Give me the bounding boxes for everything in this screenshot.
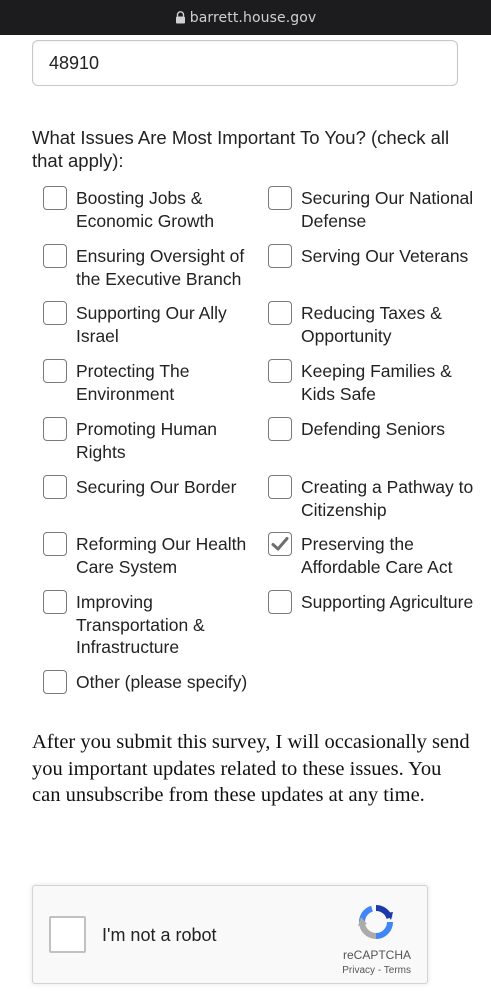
option-national-defense[interactable] xyxy=(268,186,478,232)
option-label: Supporting Our Ally Israel xyxy=(76,303,227,346)
browser-url-bar[interactable] xyxy=(0,0,491,35)
option-label: Reducing Taxes & Opportunity xyxy=(301,303,442,346)
option-ally-israel[interactable] xyxy=(43,301,258,347)
option-label: Creating a Pathway to Citizenship xyxy=(301,477,474,520)
option-affordable-care-act[interactable] xyxy=(268,532,478,578)
issues-question: What Issues Are Most Important To You? (check all that apply): xyxy=(32,127,450,171)
terms-link[interactable]: Terms xyxy=(383,965,411,976)
option-label: Supporting Agriculture xyxy=(301,592,474,612)
lock-icon xyxy=(175,11,186,24)
checkbox[interactable] xyxy=(43,670,67,694)
not-a-robot-checkbox[interactable] xyxy=(49,916,86,953)
recaptcha-widget xyxy=(32,885,428,984)
not-a-robot-label: I'm not a robot xyxy=(102,925,217,945)
checkbox[interactable] xyxy=(268,244,292,268)
option-environment[interactable] xyxy=(43,359,258,405)
option-veterans[interactable] xyxy=(268,244,478,268)
checkbox[interactable] xyxy=(43,532,67,556)
option-label: Improving Transportation & Infrastructure xyxy=(76,592,205,657)
checkbox[interactable] xyxy=(43,186,67,210)
option-agriculture[interactable] xyxy=(268,590,478,614)
option-label: Protecting The Environment xyxy=(76,361,190,404)
checkbox[interactable] xyxy=(268,417,292,441)
updates-notice: After you submit this survey, I will occasionally send you important updates related to these issues. You can unsubscribe from these updates at any time. xyxy=(32,731,470,806)
recaptcha-brand: reCAPTCHA xyxy=(342,948,411,962)
option-transportation[interactable] xyxy=(43,590,258,659)
link-separator: - xyxy=(375,965,384,976)
option-health-care[interactable] xyxy=(43,532,258,578)
option-label: Serving Our Veterans xyxy=(301,246,469,266)
option-label: Keeping Families & Kids Safe xyxy=(301,361,452,404)
checkbox[interactable] xyxy=(43,417,67,441)
option-label: Securing Our National Defense xyxy=(301,188,474,231)
checkbox[interactable] xyxy=(43,359,67,383)
option-label: Other (please specify) xyxy=(76,672,248,692)
url-text: barrett.house.gov xyxy=(189,9,317,26)
option-label: Promoting Human Rights xyxy=(76,419,218,462)
option-label: Ensuring Oversight of the Executive Branch xyxy=(76,246,245,289)
option-boosting-jobs[interactable] xyxy=(43,186,258,232)
option-families-kids[interactable] xyxy=(268,359,478,405)
option-reducing-taxes[interactable] xyxy=(268,301,478,347)
checkbox[interactable] xyxy=(268,475,292,499)
recaptcha-logo-icon xyxy=(355,902,397,942)
checkbox[interactable] xyxy=(268,301,292,325)
privacy-link[interactable]: Privacy xyxy=(342,965,376,976)
checkbox[interactable] xyxy=(268,590,292,614)
option-executive-oversight[interactable] xyxy=(43,244,258,290)
recaptcha-links xyxy=(342,965,411,976)
option-human-rights[interactable] xyxy=(43,417,258,463)
checkbox-checked[interactable] xyxy=(268,532,292,556)
checkbox[interactable] xyxy=(43,301,67,325)
checkmark-icon xyxy=(271,536,289,552)
checkbox[interactable] xyxy=(268,186,292,210)
option-label: Preserving the Affordable Care Act xyxy=(301,534,453,577)
option-seniors[interactable] xyxy=(268,417,478,441)
checkbox[interactable] xyxy=(268,359,292,383)
option-label: Defending Seniors xyxy=(301,419,445,439)
zip-code-input[interactable] xyxy=(32,40,458,86)
checkbox[interactable] xyxy=(43,475,67,499)
option-label: Boosting Jobs & Economic Growth xyxy=(76,188,215,231)
checkbox[interactable] xyxy=(43,590,67,614)
option-label: Securing Our Border xyxy=(76,477,237,497)
option-pathway-citizenship[interactable] xyxy=(268,475,478,521)
option-other[interactable] xyxy=(43,670,273,694)
option-label: Reforming Our Health Care System xyxy=(76,534,247,577)
checkbox[interactable] xyxy=(43,244,67,268)
option-border[interactable] xyxy=(43,475,258,499)
